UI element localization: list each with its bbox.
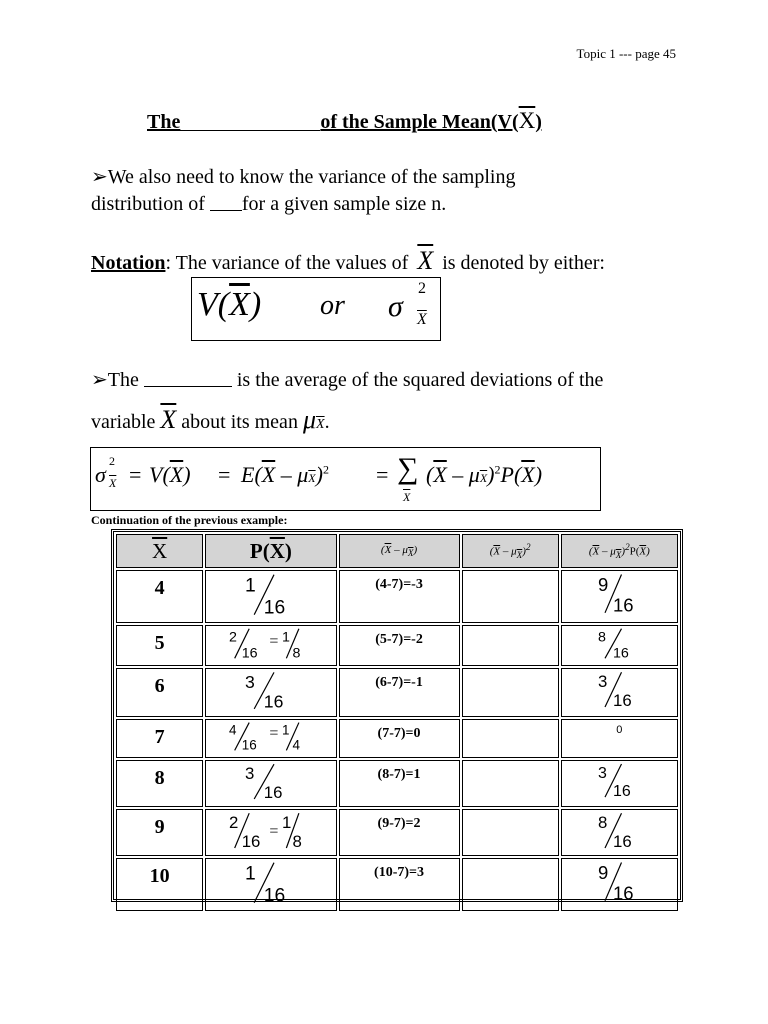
cell-deviation: (6-7)=-1 <box>339 668 460 717</box>
weighted-fraction <box>594 859 644 903</box>
equals-sign: = <box>129 462 142 487</box>
cell-deviation: (7-7)=0 <box>339 719 460 758</box>
probability-denominator: 16 <box>263 691 284 711</box>
table-row <box>116 570 678 623</box>
or-word: or <box>320 290 345 321</box>
title-prefix: The <box>147 111 181 133</box>
probability-fraction <box>225 810 269 850</box>
page-header-topic: Topic 1 --- page 45 <box>576 46 676 61</box>
header-squared-deviation: $(\overline{X} - \mu_{\overline{X}})^2$ <box>462 534 559 568</box>
cell-probability <box>205 668 336 717</box>
table-row <box>116 809 678 856</box>
bullet2-line1b: is the average of the squared deviations of the <box>236 369 604 391</box>
probability-numerator: 2 <box>229 813 239 832</box>
probability-fraction <box>241 859 301 905</box>
table-row <box>116 625 678 666</box>
bullet1-line2a: distribution of <box>91 193 205 215</box>
sum-sub: $\overline{X}$ <box>403 490 411 504</box>
probability-table <box>111 529 683 905</box>
cell-squared-deviation <box>462 625 559 666</box>
weighted-fraction <box>594 669 644 709</box>
weighted-numerator: 9 <box>598 861 609 883</box>
period: . <box>324 411 330 433</box>
weighted-fraction <box>594 571 644 615</box>
cell-weighted-squared <box>561 625 678 666</box>
weighted-fraction <box>594 626 644 660</box>
bullet-paragraph-1 <box>91 164 515 218</box>
weighted-numerator: 9 <box>598 573 609 595</box>
cell-deviation: (5-7)=-2 <box>339 625 460 666</box>
probability-denominator: 16 <box>263 885 286 905</box>
weighted-denominator: 16 <box>613 594 634 615</box>
notation-xbar: $\overline{X}$ <box>417 246 434 275</box>
weighted-numerator: 3 <box>598 672 608 691</box>
cell-squared-deviation <box>462 719 559 758</box>
weighted-fraction <box>594 810 644 850</box>
probability-fraction <box>241 669 301 711</box>
equals-sign: = <box>269 725 279 742</box>
page-title <box>147 108 542 134</box>
reduced-probability-fraction <box>278 720 316 752</box>
reduced-probability-fraction <box>278 810 316 850</box>
weighted-denominator: 16 <box>613 690 633 709</box>
table-row <box>116 858 678 911</box>
weighted-fraction <box>594 761 644 799</box>
probability-numerator: 4 <box>229 722 237 738</box>
cell-deviation: (9-7)=2 <box>339 809 460 856</box>
equals-sign: = <box>218 462 231 487</box>
weighted-numerator: 8 <box>598 813 608 832</box>
probability-denominator: 16 <box>263 597 286 617</box>
weighted-denominator: 16 <box>613 882 634 903</box>
cell-x-value: 5 <box>116 625 203 666</box>
notation-line <box>91 246 605 276</box>
formula-sigma: σ <box>95 462 106 487</box>
cell-probability <box>205 625 336 666</box>
table-row <box>116 668 678 717</box>
probability-fraction <box>225 626 269 660</box>
reduced-probability-numerator: 1 <box>282 813 292 832</box>
title-close: ) <box>535 111 542 133</box>
cell-probability <box>205 570 336 623</box>
bullet2-line1a: ➢The <box>91 369 139 391</box>
probability-fraction <box>225 720 269 752</box>
probability-denominator: 16 <box>242 831 261 850</box>
summation-icon: ∑ <box>397 452 419 485</box>
equals-sign: = <box>269 633 279 650</box>
cell-weighted-squared <box>561 858 678 911</box>
weighted-denominator: 16 <box>613 782 632 799</box>
header-p-xbar: $P(\overline{X})$ <box>205 534 336 568</box>
header-deviation: $(\overline{X} - \mu_{\overline{X}})$ <box>339 534 460 568</box>
bullet2-line2b: about its mean <box>181 411 298 433</box>
bullet1-line2b: for a given sample size n. <box>241 193 447 215</box>
cell-weighted-squared <box>561 809 678 856</box>
bullet2-line2a: variable <box>91 411 156 433</box>
probability-fraction <box>241 571 301 617</box>
variance-formula-box <box>90 447 601 511</box>
notation-text-a: : The variance of the values of <box>165 252 409 274</box>
v-of-xbar: $V(\overline{X})$ <box>197 286 262 323</box>
cell-x-value: 10 <box>116 858 203 911</box>
weighted-numerator: 3 <box>598 765 608 783</box>
probability-fraction <box>241 761 301 801</box>
weighted-denominator: 16 <box>613 645 630 660</box>
formula-e: $E(\overline{X} - \mu\overline{X})^2$ <box>241 462 329 487</box>
cell-squared-deviation <box>462 760 559 807</box>
title-blank <box>180 112 320 131</box>
cell-squared-deviation <box>462 570 559 623</box>
notation-box <box>191 277 441 341</box>
probability-numerator: 3 <box>244 764 255 783</box>
equals-sign: = <box>376 462 389 487</box>
cell-weighted-squared <box>561 760 678 807</box>
reduced-probability-denominator: 8 <box>292 645 301 660</box>
fill-blank <box>210 195 242 211</box>
weighted-numerator: 8 <box>598 629 607 646</box>
sigma-sup: 2 <box>418 280 426 297</box>
formula-sub: $\overline{X}$ <box>109 476 117 490</box>
cell-deviation: (4-7)=-3 <box>339 570 460 623</box>
cell-weighted-squared: 0 <box>561 719 678 758</box>
notation-label: Notation <box>91 252 166 274</box>
probability-numerator: 1 <box>244 575 256 597</box>
cell-probability <box>205 719 336 758</box>
notation-text-b: is denoted by either: <box>442 252 605 274</box>
bullet1-line1: ➢We also need to know the variance of the sampling <box>91 166 516 188</box>
reduced-probability-numerator: 1 <box>282 629 291 646</box>
cell-squared-deviation <box>462 858 559 911</box>
cell-x-value: 7 <box>116 719 203 758</box>
cell-probability <box>205 858 336 911</box>
header-xbar: $\overline{X}$ <box>116 534 203 568</box>
sigma-symbol: σ <box>388 290 403 323</box>
probability-denominator: 16 <box>263 782 283 801</box>
cell-squared-deviation <box>462 668 559 717</box>
mu-sub: $\overline{X}$ <box>316 417 325 432</box>
cell-x-value: 6 <box>116 668 203 717</box>
cell-deviation: (8-7)=1 <box>339 760 460 807</box>
bullet-paragraph-2 <box>91 360 603 445</box>
cell-deviation: (10-7)=3 <box>339 858 460 911</box>
probability-denominator: 16 <box>242 645 258 660</box>
reduced-probability-fraction <box>278 626 316 660</box>
header-weighted-squared: $(\overline{X} - \mu_{\overline{X}})^2P(\overline{X})$ <box>561 534 678 568</box>
mu-symbol: μ <box>302 405 316 434</box>
weighted-denominator: 16 <box>613 831 633 850</box>
cell-weighted-squared <box>561 570 678 623</box>
cell-probability <box>205 760 336 807</box>
table-row <box>116 719 678 758</box>
table-caption: Continuation of the previous example: <box>91 513 288 527</box>
cell-x-value: 9 <box>116 809 203 856</box>
formula-sum-body: $(\overline{X} - \mu\overline{X})^2P(\overline{X})$ <box>426 462 543 487</box>
probability-denominator: 16 <box>242 737 258 752</box>
cell-probability <box>205 809 336 856</box>
reduced-probability-denominator: 4 <box>292 737 301 752</box>
table-row <box>116 760 678 807</box>
sigma-sub: $\overline{X}$ <box>417 311 427 328</box>
cell-weighted-squared <box>561 668 678 717</box>
title-suffix: of the Sample Mean(V( <box>320 111 519 133</box>
equals-sign: = <box>269 823 279 840</box>
fill-blank <box>144 371 232 387</box>
probability-numerator: 3 <box>244 671 255 692</box>
probability-numerator: 1 <box>244 863 256 885</box>
bullet2-xbar: $\overline{X}$ <box>160 405 177 434</box>
title-xbar: $\overline{X}$ <box>518 108 536 133</box>
reduced-probability-numerator: 1 <box>282 722 290 738</box>
formula-sup: 2 <box>109 454 115 468</box>
cell-x-value: 4 <box>116 570 203 623</box>
cell-x-value: 8 <box>116 760 203 807</box>
reduced-probability-denominator: 8 <box>292 831 303 850</box>
cell-squared-deviation <box>462 809 559 856</box>
formula-v: $V(\overline{X})$ <box>149 462 191 487</box>
probability-numerator: 2 <box>229 629 238 646</box>
